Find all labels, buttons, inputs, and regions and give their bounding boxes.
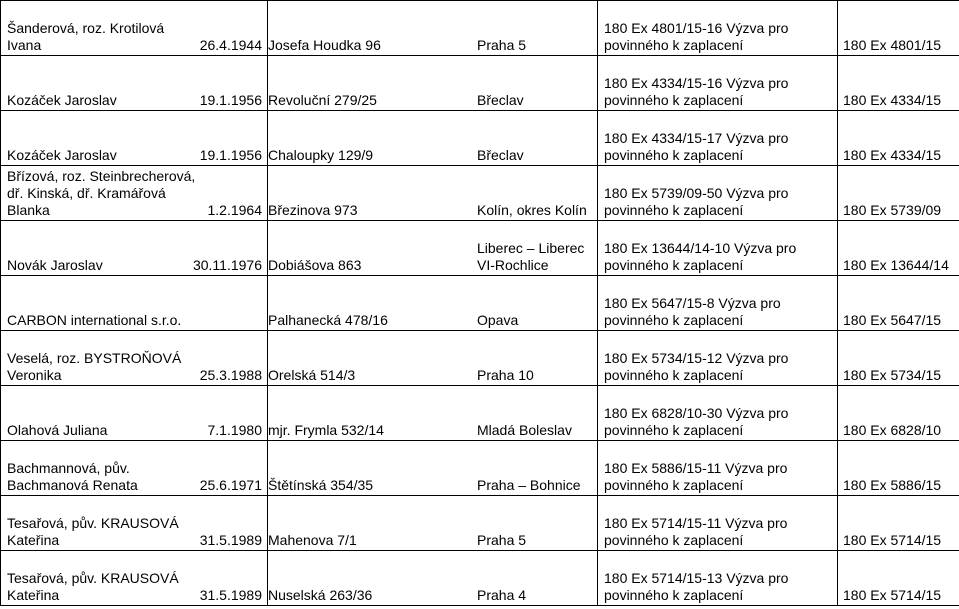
document-description: 180 Ex 6828/10-30 Výzva pro povinného k zaplacení xyxy=(604,405,789,438)
street-address: mjr. Frymla 532/14 xyxy=(268,422,384,438)
person-cell xyxy=(1,331,268,386)
street-address: Mahenova 7/1 xyxy=(268,532,357,548)
document-description: 180 Ex 13644/14-10 Výzva pro povinného k zaplacení xyxy=(604,240,797,273)
case-number: 180 Ex 13644/14 xyxy=(843,257,949,273)
city: Opava xyxy=(477,312,519,328)
case-cell xyxy=(838,331,959,386)
description-cell xyxy=(598,111,838,166)
case-number: 180 Ex 5647/15 xyxy=(843,312,942,328)
case-cell xyxy=(838,221,959,276)
birth-date: 25.6.1971 xyxy=(199,477,262,493)
city: Praha 5 xyxy=(477,37,527,53)
description-cell xyxy=(598,276,838,331)
case-cell xyxy=(838,1,959,56)
table-row xyxy=(1,386,959,441)
birth-date: 31.5.1989 xyxy=(199,532,262,548)
address-cell xyxy=(268,441,598,496)
document-description: 180 Ex 4334/15-17 Výzva pro povinného k zaplacení xyxy=(604,130,789,163)
document-description: 180 Ex 5739/09-50 Výzva pro povinného k zaplacení xyxy=(604,185,789,218)
case-cell xyxy=(838,551,959,606)
person-name: CARBON international s.r.o. xyxy=(7,312,182,328)
city: Břeclav xyxy=(477,92,524,108)
street-address: Orelská 514/3 xyxy=(268,367,356,383)
case-number: 180 Ex 5714/15 xyxy=(843,587,942,603)
person-name: Kozáček Jaroslav xyxy=(7,92,117,108)
person-name: Olahová Juliana xyxy=(7,422,108,438)
case-cell xyxy=(838,441,959,496)
city: Kolín, okres Kolín xyxy=(477,202,587,218)
case-cell xyxy=(838,276,959,331)
street-address: Nuselská 263/36 xyxy=(268,587,373,603)
case-number: 180 Ex 5714/15 xyxy=(843,532,942,548)
table-row xyxy=(1,551,959,606)
case-cell xyxy=(838,111,959,166)
table-row xyxy=(1,331,959,386)
street-address: Palhanecká 478/16 xyxy=(268,312,388,328)
address-cell xyxy=(268,331,598,386)
person-cell xyxy=(1,221,268,276)
case-number: 180 Ex 5886/15 xyxy=(843,477,942,493)
street-address: Chaloupky 129/9 xyxy=(268,147,374,163)
person-name: Kozáček Jaroslav xyxy=(7,147,117,163)
table-row xyxy=(1,221,959,276)
case-cell xyxy=(838,166,959,221)
description-cell xyxy=(598,496,838,551)
birth-date: 19.1.1956 xyxy=(199,92,262,108)
table-row xyxy=(1,56,959,111)
person-name: Tesařová, pův. KRAUSOVÁ Kateřina xyxy=(7,515,179,548)
description-cell xyxy=(598,331,838,386)
birth-date: 26.4.1944 xyxy=(199,37,262,53)
table-row xyxy=(1,166,959,221)
birth-date: 30.11.1976 xyxy=(192,257,262,273)
address-cell xyxy=(268,166,598,221)
records-table-body xyxy=(1,1,959,606)
person-name: Novák Jaroslav xyxy=(7,257,103,273)
case-number: 180 Ex 4801/15 xyxy=(843,37,942,53)
description-cell xyxy=(598,386,838,441)
description-cell xyxy=(598,441,838,496)
street-address: Štětínská 354/35 xyxy=(268,477,374,493)
city: Praha 10 xyxy=(477,367,534,383)
case-number: 180 Ex 4334/15 xyxy=(843,147,942,163)
person-cell xyxy=(1,276,268,331)
address-cell xyxy=(268,56,598,111)
case-cell xyxy=(838,56,959,111)
city: Praha 5 xyxy=(477,532,527,548)
street-address: Dobiášova 863 xyxy=(268,257,362,273)
person-name: Šanderová, roz. Krotilová Ivana xyxy=(7,20,165,53)
person-name: Bachmannová, pův. Bachmanová Renata xyxy=(7,460,138,493)
document-description: 180 Ex 5647/15-8 Výzva pro povinného k zaplacení xyxy=(604,295,781,328)
person-cell xyxy=(1,166,268,221)
birth-date: 19.1.1956 xyxy=(199,147,262,163)
document-description: 180 Ex 5734/15-12 Výzva pro povinného k zaplacení xyxy=(604,350,789,383)
description-cell xyxy=(598,1,838,56)
address-cell xyxy=(268,386,598,441)
person-cell xyxy=(1,1,268,56)
case-number: 180 Ex 5739/09 xyxy=(843,202,942,218)
document-description: 180 Ex 4801/15-16 Výzva pro povinného k zaplacení xyxy=(604,20,789,53)
address-cell xyxy=(268,276,598,331)
description-cell xyxy=(598,56,838,111)
document-description: 180 Ex 5714/15-13 Výzva pro povinného k zaplacení xyxy=(604,570,789,603)
street-address: Revoluční 279/25 xyxy=(268,92,377,108)
city: Břeclav xyxy=(477,147,524,163)
person-name: Břízová, roz. Steinbrecherová, dř. Kinská, dř. Kramářová Blanka xyxy=(7,168,196,218)
description-cell xyxy=(598,166,838,221)
address-cell xyxy=(268,551,598,606)
description-cell xyxy=(598,221,838,276)
birth-date: 7.1.1980 xyxy=(207,422,262,438)
person-name: Veselá, roz. BYSTROŇOVÁ Veronika xyxy=(7,350,182,383)
city: Praha 4 xyxy=(477,587,527,603)
case-number: 180 Ex 6828/10 xyxy=(843,422,942,438)
city: Mladá Boleslav xyxy=(477,422,572,438)
table-row xyxy=(1,111,959,166)
table-row xyxy=(1,1,959,56)
person-cell xyxy=(1,551,268,606)
city: Praha – Bohnice xyxy=(477,477,581,493)
person-cell xyxy=(1,496,268,551)
table-row xyxy=(1,276,959,331)
person-cell xyxy=(1,441,268,496)
document-description: 180 Ex 5886/15-11 Výzva pro povinného k zaplacení xyxy=(604,460,788,493)
birth-date: 1.2.1964 xyxy=(207,202,262,218)
description-cell xyxy=(598,551,838,606)
document-description: 180 Ex 4334/15-16 Výzva pro povinného k zaplacení xyxy=(604,75,789,108)
case-cell xyxy=(838,386,959,441)
birth-date: 31.5.1989 xyxy=(199,587,262,603)
case-number: 180 Ex 4334/15 xyxy=(843,92,942,108)
address-cell xyxy=(268,111,598,166)
address-cell xyxy=(268,221,598,276)
person-cell xyxy=(1,111,268,166)
person-name: Tesařová, pův. KRAUSOVÁ Kateřina xyxy=(7,570,179,603)
person-cell xyxy=(1,56,268,111)
street-address: Březinova 973 xyxy=(268,202,358,218)
person-cell xyxy=(1,386,268,441)
document-description: 180 Ex 5714/15-11 Výzva pro povinného k zaplacení xyxy=(604,515,788,548)
table-row xyxy=(1,496,959,551)
address-cell xyxy=(268,496,598,551)
address-cell xyxy=(268,1,598,56)
case-number: 180 Ex 5734/15 xyxy=(843,367,942,383)
street-address: Josefa Houdka 96 xyxy=(268,37,381,53)
case-cell xyxy=(838,496,959,551)
city: Liberec – Liberec VI-Rochlice xyxy=(477,240,585,273)
birth-date: 25.3.1988 xyxy=(199,367,262,383)
table-row xyxy=(1,441,959,496)
